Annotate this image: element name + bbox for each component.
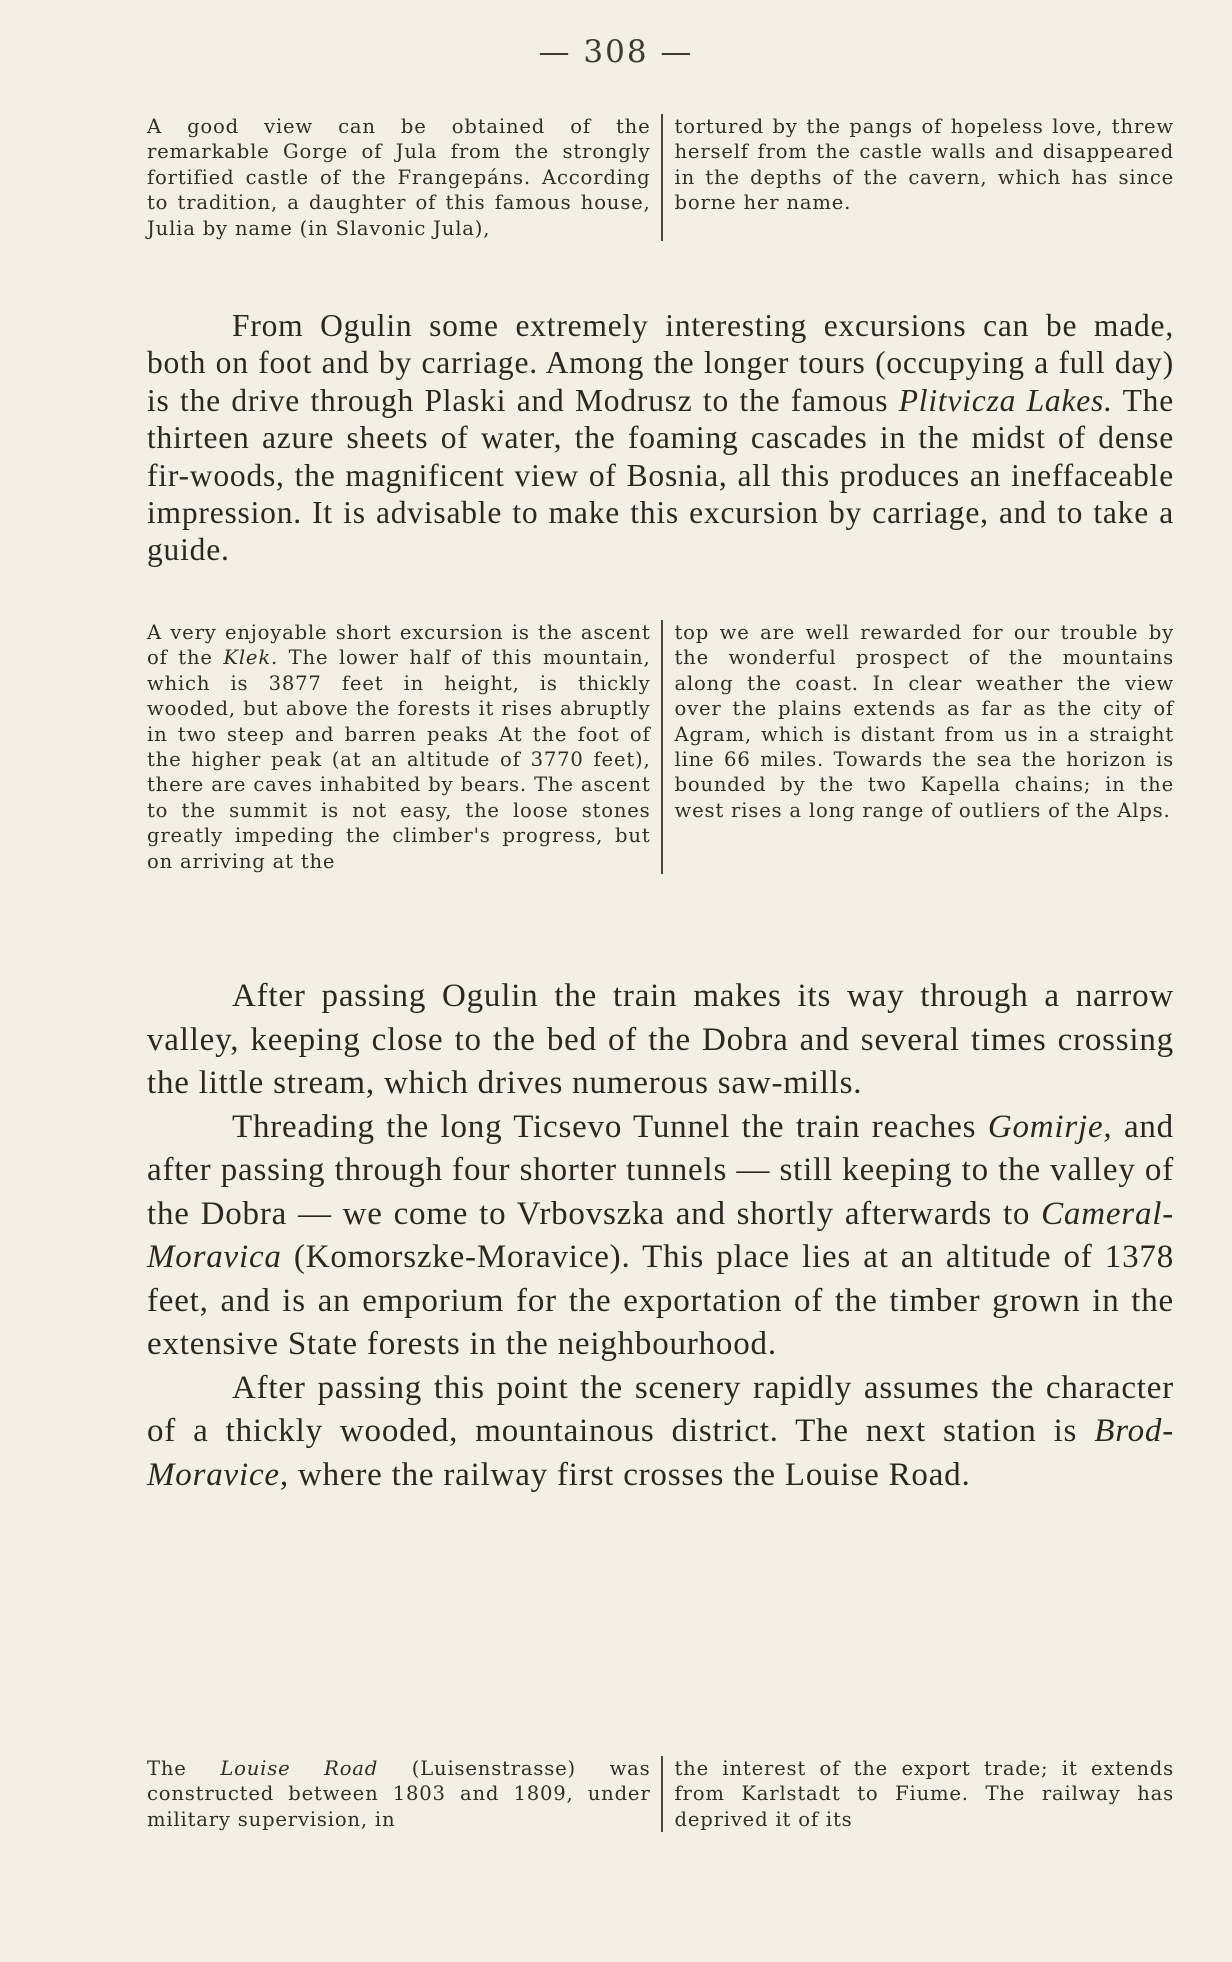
klek-name: Klek. <box>223 646 279 670</box>
paragraph-ticsevo-tunnel: Threading the long Ticsevo Tunnel the train reaches Gomirje, and after passing through four shorter tunnels — still keeping to the valley of the Dobra — we come to Vrbovszka and shortly afterwards to Cameral-Moravica (Komorszke-Moravice). This place lies at an altitude of 1378 feet, and is an emporium for the exportation of the timber grown in the extensive State forests in the neighbourhood. <box>147 1108 1174 1362</box>
column-divider <box>661 114 663 241</box>
main-text-block <box>147 975 1174 1497</box>
plitvicza-lakes: Plitvicza Lakes. <box>898 382 1113 418</box>
note-jula-right: tortured by the pangs of hopeless love, threw herself from the castle walls and disappeared in the depths of the cavern, which has since borne her name. <box>674 115 1174 215</box>
louise-road: Louise Road <box>220 1757 379 1780</box>
note-klek-left: A very enjoyable short excursion is the ascent of the Klek. The lower half of this mountain, which is 3877 feet in height, is thickly wooded, but above the forests it rises abruptly in two steep and barren peaks At the foot of the higher peak (at an altitude of 3770 feet), there are caves inhabited by bears. The ascent to the summit is not easy, the loose stones greatly impeding the climber's progress, but on arriving at the <box>147 621 651 873</box>
page-number: — 308 — <box>538 34 694 70</box>
paragraph-ogulin-excursions <box>147 307 1174 569</box>
paragraph-brod-moravice: After passing this point the scenery rapidly assumes the character of a thickly wooded, mountainous district. The next station is Brod-Moravice, where the railway first crosses the Louise Road. <box>147 1369 1174 1493</box>
note-klek-ascent <box>147 620 1174 874</box>
note-jula-left: A good view can be obtained of the remarkable Gorge of Jula from the strongly fortified castle of the Frangepáns. According to tradition, a daughter of this famous house, Julia by name (in Slavonic Jula), <box>147 115 651 240</box>
brod-moravice: Brod-Moravice, <box>147 1413 1174 1493</box>
column-divider <box>661 1756 663 1832</box>
paragraph-ogulin-text: From Ogulin some extremely interesting excursions can be made, both on foot and by carriage. Among the longer tours (occupying a full day) is the drive through Plaski and Modrusz to the famous Plitvicza Lakes. The thirteen azure sheets of water, the foaming cascades in the midst of dense fir-woods, the magnificent view of Bosnia, all this produces an ineffaceable impression. It is advisable to make this excursion by carriage, and to take a guide. <box>147 308 1174 568</box>
gomirje: Gomirje, <box>987 1108 1113 1145</box>
note-jula-gorge <box>147 114 1174 241</box>
note-louise-right: the interest of the export trade; it extends from Karlstadt to Fiume. The railway has deprived it of its <box>674 1757 1174 1831</box>
cameral-moravica: Cameral-Moravica <box>147 1195 1174 1275</box>
note-louise-left: The Louise Road (Luisenstrasse) was constructed between 1803 and 1809, under military supervision, in <box>147 1757 651 1831</box>
note-klek-right: top we are well rewarded for our trouble by the wonderful prospect of the mountains along the coast. In clear weather the view over the plains extends as far as the city of Agram, which is distant from us in a straight line 66 miles. Towards the sea the horizon is bounded by the two Kapella chains; in the west rises a long range of outliers of the Alps. <box>674 621 1174 822</box>
note-louise-road <box>147 1756 1174 1832</box>
column-divider <box>661 620 663 874</box>
paragraph-dobra-valley: After passing Ogulin the train makes its way through a narrow valley, keeping close to the bed of the Dobra and several times crossing the little stream, which drives numerous saw-mills. <box>147 978 1174 1101</box>
